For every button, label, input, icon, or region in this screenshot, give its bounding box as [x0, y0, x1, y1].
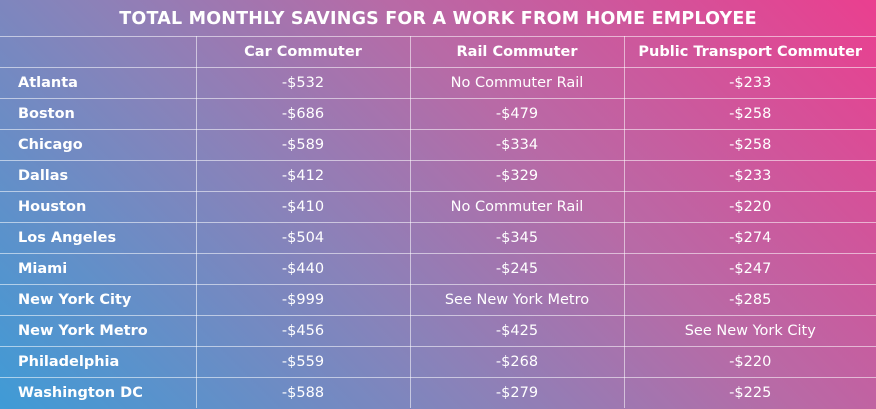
table-row: [0, 161, 876, 192]
city-cell: Houston: [0, 192, 196, 223]
public-transport-savings-cell: -$258: [624, 99, 876, 130]
table-title: TOTAL MONTHLY SAVINGS FOR A WORK FROM HOME EMPLOYEE: [119, 9, 757, 29]
city-cell: Miami: [0, 254, 196, 285]
car-savings-cell: -$440: [196, 254, 410, 285]
public-transport-savings-cell: -$285: [624, 285, 876, 316]
public-transport-savings-cell: -$220: [624, 347, 876, 378]
city-cell: Los Angeles: [0, 223, 196, 254]
public-transport-savings-cell: -$233: [624, 161, 876, 192]
rail-savings-cell: -$245: [410, 254, 624, 285]
header-car-commuter: Car Commuter: [196, 37, 410, 68]
car-savings-cell: -$559: [196, 347, 410, 378]
city-cell: Atlanta: [0, 68, 196, 99]
car-savings-cell: -$686: [196, 99, 410, 130]
car-savings-cell: -$504: [196, 223, 410, 254]
rail-savings-cell: -$345: [410, 223, 624, 254]
rail-savings-cell: -$268: [410, 347, 624, 378]
table-row: [0, 285, 876, 316]
public-transport-savings-cell: -$233: [624, 68, 876, 99]
rail-savings-cell: See New York Metro: [410, 285, 624, 316]
city-cell: New York City: [0, 285, 196, 316]
table-row: [0, 223, 876, 254]
public-transport-savings-cell: -$247: [624, 254, 876, 285]
table-row: [0, 316, 876, 347]
table-row: [0, 99, 876, 130]
table-row: [0, 192, 876, 223]
savings-table: [0, 36, 876, 408]
public-transport-savings-cell: See New York City: [624, 316, 876, 347]
city-cell: Dallas: [0, 161, 196, 192]
city-cell: Washington DC: [0, 378, 196, 409]
header-rail-commuter: Rail Commuter: [410, 37, 624, 68]
city-cell: New York Metro: [0, 316, 196, 347]
header-corner: [0, 37, 196, 68]
public-transport-savings-cell: -$225: [624, 378, 876, 409]
car-savings-cell: -$588: [196, 378, 410, 409]
car-savings-cell: -$456: [196, 316, 410, 347]
public-transport-savings-cell: -$258: [624, 130, 876, 161]
public-transport-savings-cell: -$274: [624, 223, 876, 254]
car-savings-cell: -$412: [196, 161, 410, 192]
table-row: [0, 68, 876, 99]
rail-savings-cell: -$279: [410, 378, 624, 409]
rail-savings-cell: -$479: [410, 99, 624, 130]
car-savings-cell: -$532: [196, 68, 410, 99]
car-savings-cell: -$999: [196, 285, 410, 316]
rail-savings-cell: No Commuter Rail: [410, 192, 624, 223]
city-cell: Chicago: [0, 130, 196, 161]
rail-savings-cell: No Commuter Rail: [410, 68, 624, 99]
table-row: [0, 347, 876, 378]
table-row: [0, 378, 876, 409]
header-public-transport-commuter: Public Transport Commuter: [624, 37, 876, 68]
table-row: [0, 254, 876, 285]
city-cell: Boston: [0, 99, 196, 130]
header-row: [0, 37, 876, 68]
rail-savings-cell: -$334: [410, 130, 624, 161]
city-cell: Philadelphia: [0, 347, 196, 378]
rail-savings-cell: -$425: [410, 316, 624, 347]
car-savings-cell: -$589: [196, 130, 410, 161]
table-row: [0, 130, 876, 161]
public-transport-savings-cell: -$220: [624, 192, 876, 223]
rail-savings-cell: -$329: [410, 161, 624, 192]
car-savings-cell: -$410: [196, 192, 410, 223]
